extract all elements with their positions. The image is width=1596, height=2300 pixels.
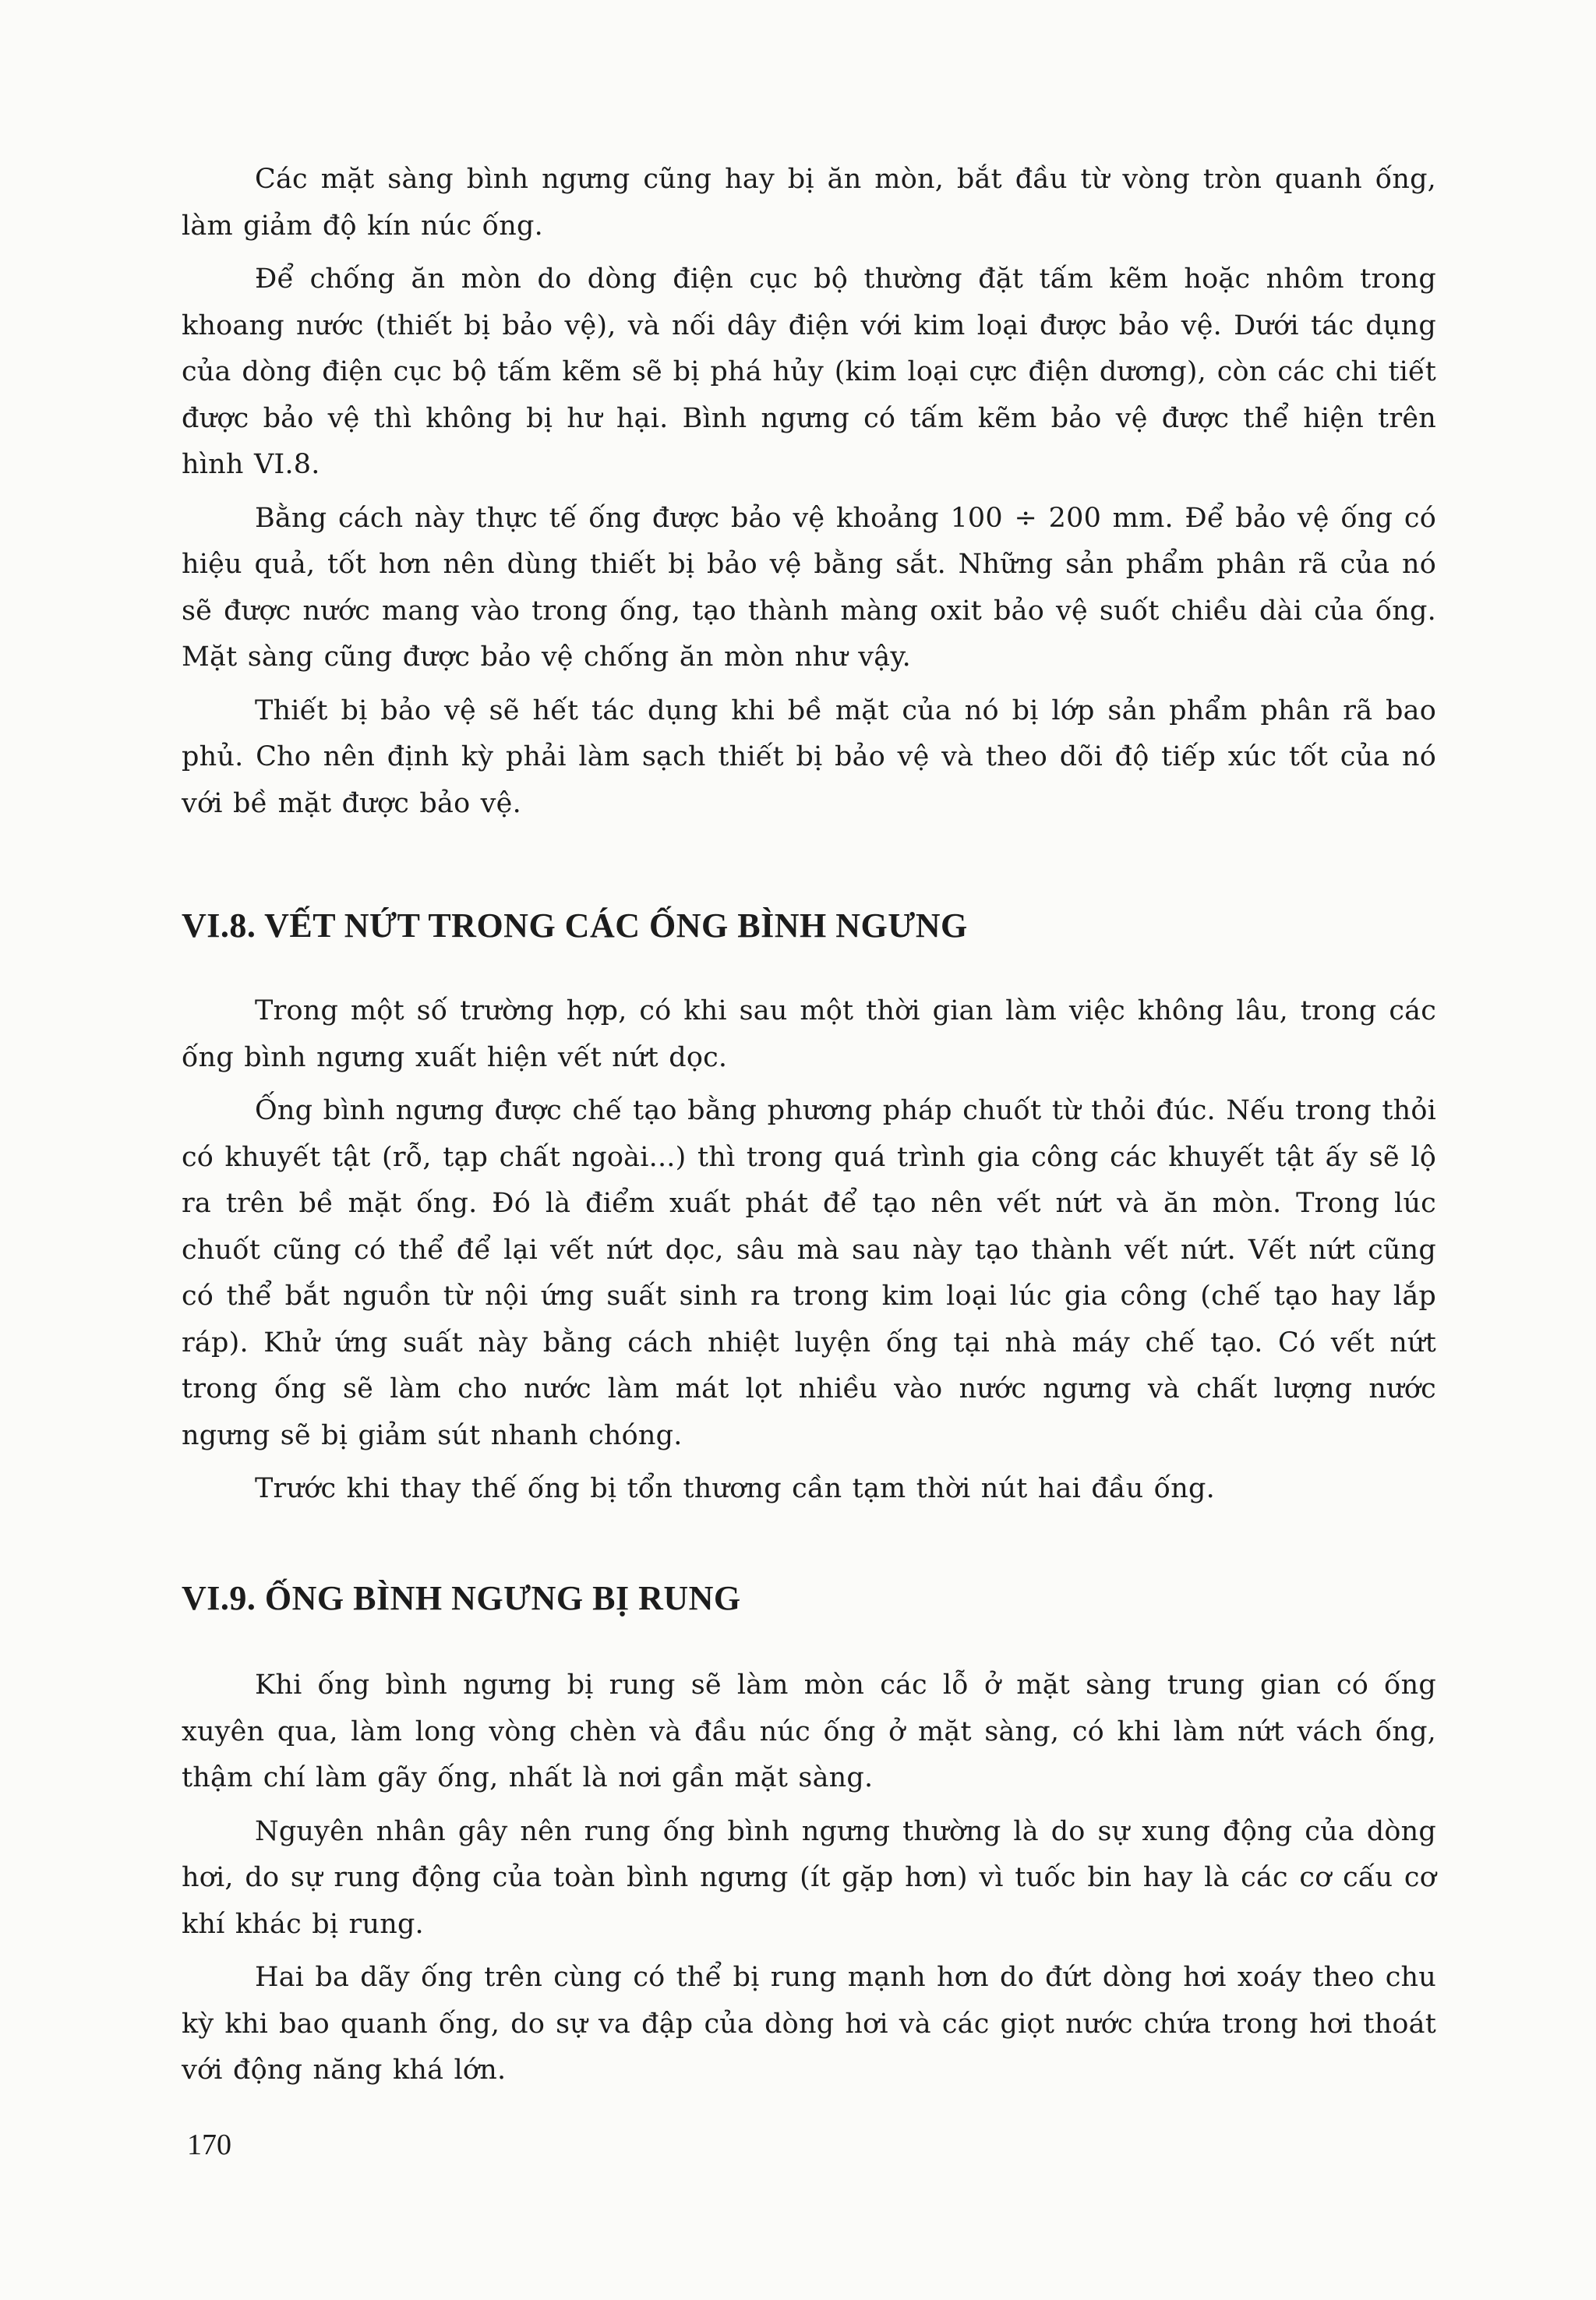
- paragraph: Khi ống bình ngưng bị rung sẽ làm mòn các lỗ ở mặt sàng trung gian có ống xuyên qua, làm long vòng chèn và đầu núc ống ở mặt sàng, có khi làm nứt vách ống, thậm chí làm gãy ống, nhất là nơi gần mặt sàng.: [182, 1669, 1436, 1793]
- paragraph: Hai ba dãy ống trên cùng có thể bị rung mạnh hơn do đứt dòng hơi xoáy theo chu kỳ khi bao quanh ống, do sự va đập của dòng hơi và các giọt nước chứa trong hơi thoát với động năng khá lớn.: [182, 1962, 1436, 2086]
- paragraph: Nguyên nhân gây nên rung ống bình ngưng thường là do sự xung động của dòng hơi, do sự rung động của toàn bình ngưng (ít gặp hơn) vì tuốc bin hay là các cơ cấu cơ khí khác bị rung.: [182, 1815, 1436, 1940]
- paragraph: Trước khi thay thế ống bị tổn thương cần tạm thời nút hai đầu ống.: [255, 1473, 1215, 1504]
- paragraph: Để chống ăn mòn do dòng điện cục bộ thường đặt tấm kẽm hoặc nhôm trong khoang nước (thiết bị bảo vệ), và nối dây điện với kim loại được bảo vệ. Dưới tác dụng của dòng điện cục bộ tấm kẽm sẽ bị phá hủy (kim loại cực điện dương), còn các chi tiết được bảo vệ thì không bị hư hại. Bình ngưng có tấm kẽm bảo vệ được thể hiện trên hình VI.8.: [182, 263, 1436, 480]
- section-heading-vi9: VI.9. ỐNG BÌNH NGƯNG BỊ RUNG: [182, 1579, 741, 1617]
- section-vi8-text-block: [182, 988, 1436, 1513]
- section-heading-vi8: VI.8. VẾT NỨT TRONG CÁC ỐNG BÌNH NGƯNG: [182, 906, 968, 945]
- intro-text-block: [182, 157, 1436, 827]
- paragraph: Trong một số trường hợp, có khi sau một thời gian làm việc không lâu, trong các ống bình ngưng xuất hiện vết nứt dọc.: [182, 995, 1436, 1073]
- paragraph: Các mặt sàng bình ngưng cũng hay bị ăn mòn, bắt đầu từ vòng tròn quanh ống, làm giảm độ kín núc ống.: [182, 164, 1436, 242]
- section-vi9-text-block: [182, 1662, 1436, 2094]
- page-number: 170: [187, 2129, 231, 2161]
- paragraph: Bằng cách này thực tế ống được bảo vệ khoảng 100 ÷ 200 mm. Để bảo vệ ống có hiệu quả, tốt hơn nên dùng thiết bị bảo vệ bằng sắt. Những sản phẩm phân rã của nó sẽ được nước mang vào trong ống, tạo thành màng oxit bảo vệ suốt chiều dài của ống. Mặt sàng cũng được bảo vệ chống ăn mòn như vậy.: [182, 502, 1436, 673]
- paragraph: Thiết bị bảo vệ sẽ hết tác dụng khi bề mặt của nó bị lớp sản phẩm phân rã bao phủ. Cho nên định kỳ phải làm sạch thiết bị bảo vệ và theo dõi độ tiếp xúc tốt của nó với bề mặt được bảo vệ.: [182, 694, 1436, 819]
- paragraph: Ống bình ngưng được chế tạo bằng phương pháp chuốt từ thỏi đúc. Nếu trong thỏi có khuyết tật (rỗ, tạp chất ngoài...) thì trong quá trình gia công các khuyết tật ấy sẽ lộ ra trên bề mặt ống. Đó là điểm xuất phát để tạo nên vết nứt và ăn mòn. Trong lúc chuốt cũng có thể để lại vết nứt dọc, sâu mà sau này tạo thành vết nứt. Vết nứt cũng có thể bắt nguồn từ nội ứng suất sinh ra trong kim loại lúc gia công (chế tạo hay lắp ráp). Khử ứng suất này bằng cách nhiệt luyện ống tại nhà máy chế tạo. Có vết nứt trong ống sẽ làm cho nước làm mát lọt nhiều vào nước ngưng và chất lượng nước ngưng sẽ bị giảm sút nhanh chóng.: [182, 1095, 1436, 1451]
